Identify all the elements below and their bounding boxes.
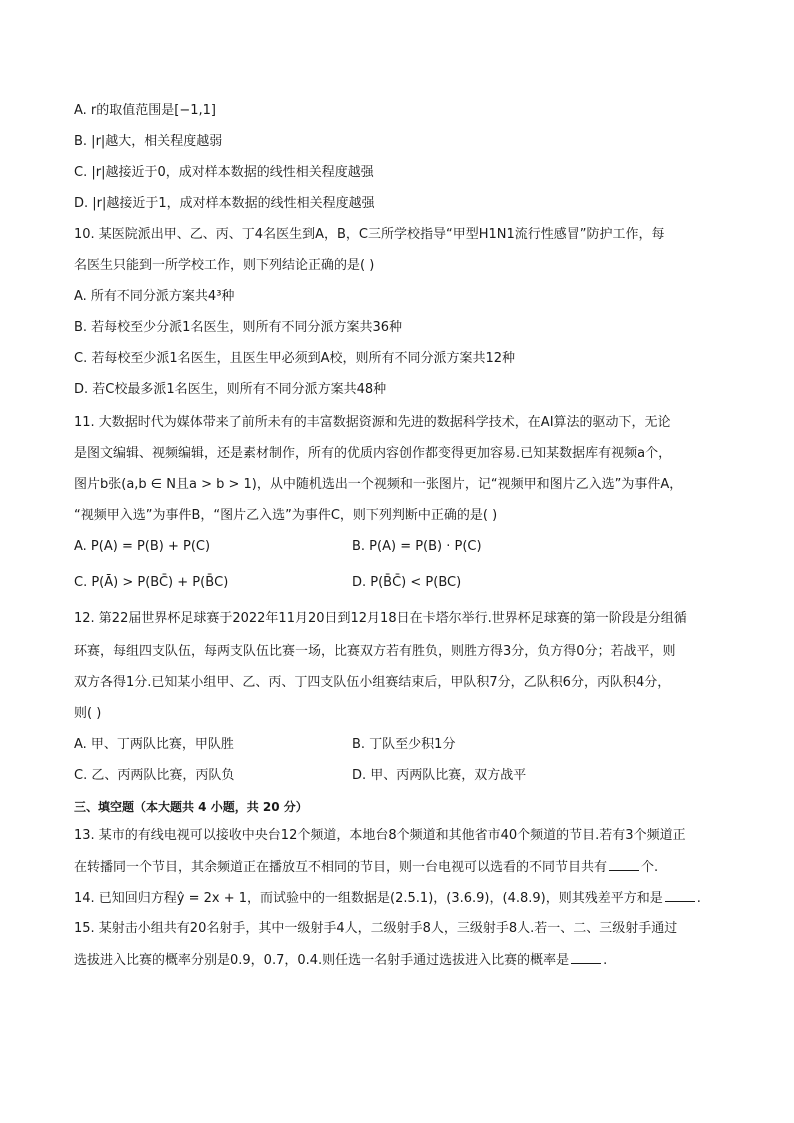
q12-options-row1 [74,736,724,754]
q12-stem-line1: 12. 第22届世界杯足球赛于2022年11月20日到12月18日在卡塔尔举行.世界杯足球赛的第一阶段是分组循 [74,611,687,626]
q12-stem-line4: 则( ) [74,706,102,721]
q10-option-b: B. 若每校至少分派1名医生，则所有不同分派方案共36种 [74,320,402,335]
q11-stem-line3: 图片b张(a,b ∈ N且a > b > 1)，从中随机选出一个视频和一张图片，记“视频甲和图片乙入选”为事件A， [74,477,683,492]
q14-stem-text: 14. 已知回归方程ŷ = 2x + 1，而试验中的一组数据是(2.5.1)，(3.6.9)，(4.8.9)，则其残差平方和是 [74,891,663,906]
q9-option-c: C. |r|越接近于0，成对样本数据的线性相关程度越强 [74,165,374,180]
q15-stem-text: 选拔进入比赛的概率分别是0.9，0.7，0.4.则任选一名射手通过选拔进入比赛的概率是 [74,953,570,968]
q10-option-d: D. 若C校最多派1名医生，则所有不同分派方案共48种 [74,382,387,397]
q11-option-d: D. P(B̄C̄) < P(BC) [352,575,462,590]
q12-option-a: A. 甲、丁两队比赛，甲队胜 [74,737,234,752]
q11-options-row1 [74,538,724,556]
q11-stem-line1: 11. 大数据时代为媒体带来了前所未有的丰富数据资源和先进的数据科学技术，在AI算法的驱动下，无论 [74,415,671,430]
q9-option-a: A. r的取值范围是[−1,1] [74,103,216,118]
q15-tail-text: . [603,953,608,968]
q13-stem-text: 在转播同一个节目，其余频道正在播放互不相同的节目，则一台电视可以选看的不同节目共有 [74,860,608,875]
q9-option-d: D. |r|越接近于1，成对样本数据的线性相关程度越强 [74,196,375,211]
q11-option-b: B. P(A) = P(B) · P(C) [352,539,482,554]
q11-options-row2 [74,574,724,592]
q11-stem-line4: “视频甲入选”为事件B，“图片乙入选”为事件C，则下列判断中正确的是( ) [74,508,498,523]
q13-tail-text: 个. [641,860,659,875]
q11-option-c: C. P(Ā) > P(BC̄) + P(B̄C) [74,575,229,590]
q15-stem-line1: 15. 某射击小组共有20名射手，其中一级射手4人，二级射手8人，三级射手8人.若一、二、三级射手通过 [74,921,678,936]
q12-option-b: B. 丁队至少积1分 [352,737,456,752]
q13-stem-line1: 13. 某市的有线电视可以接收中央台12个频道，本地台8个频道和其他省市40个频道的节目.若有3个频道正 [74,828,686,843]
q13-stem-line2 [74,858,658,877]
q10-option-a: A. 所有不同分派方案共4³种 [74,289,235,304]
q12-stem-line2: 环赛，每组四支队伍，每两支队伍比赛一场，比赛双方若有胜负，则胜方得3分，负方得0分；若战平，则 [74,644,676,659]
q11-option-a: A. P(A) = P(B) + P(C) [74,539,211,554]
q13-answer-blank [609,858,639,871]
q15-answer-blank [571,951,601,964]
q14-answer-blank [665,889,695,902]
q15-stem-line2 [74,951,607,970]
q12-option-d: D. 甲、丙两队比赛，双方战平 [352,768,527,783]
q10-option-c: C. 若每校至少派1名医生，且医生甲必须到A校，则所有不同分派方案共12种 [74,351,516,366]
q10-stem-line1: 10. 某医院派出甲、乙、丙、丁4名医生到A，B，C三所学校指导“甲型H1N1流行性感冒”防护工作，每 [74,227,665,242]
q14-stem-line [74,889,701,908]
q12-option-c: C. 乙、丙两队比赛，丙队负 [74,768,235,783]
q11-stem-line2: 是图文编辑、视频编辑，还是素材制作，所有的优质内容创作都变得更加容易.已知某数据库有视频a个， [74,446,672,461]
q10-stem-line2: 名医生只能到一所学校工作，则下列结论正确的是( ) [74,258,375,273]
q12-options-row2 [74,767,724,785]
q9-option-b: B. |r|越大，相关程度越弱 [74,134,223,149]
q14-tail-text: . [696,891,701,906]
q12-stem-line3: 双方各得1分.已知某小组甲、乙、丙、丁四支队伍小组赛结束后，甲队积7分，乙队积6分，丙队积4分， [74,675,671,690]
section-heading-fill-in: 三、填空题（本大题共 4 小题，共 20 分） [74,800,308,814]
